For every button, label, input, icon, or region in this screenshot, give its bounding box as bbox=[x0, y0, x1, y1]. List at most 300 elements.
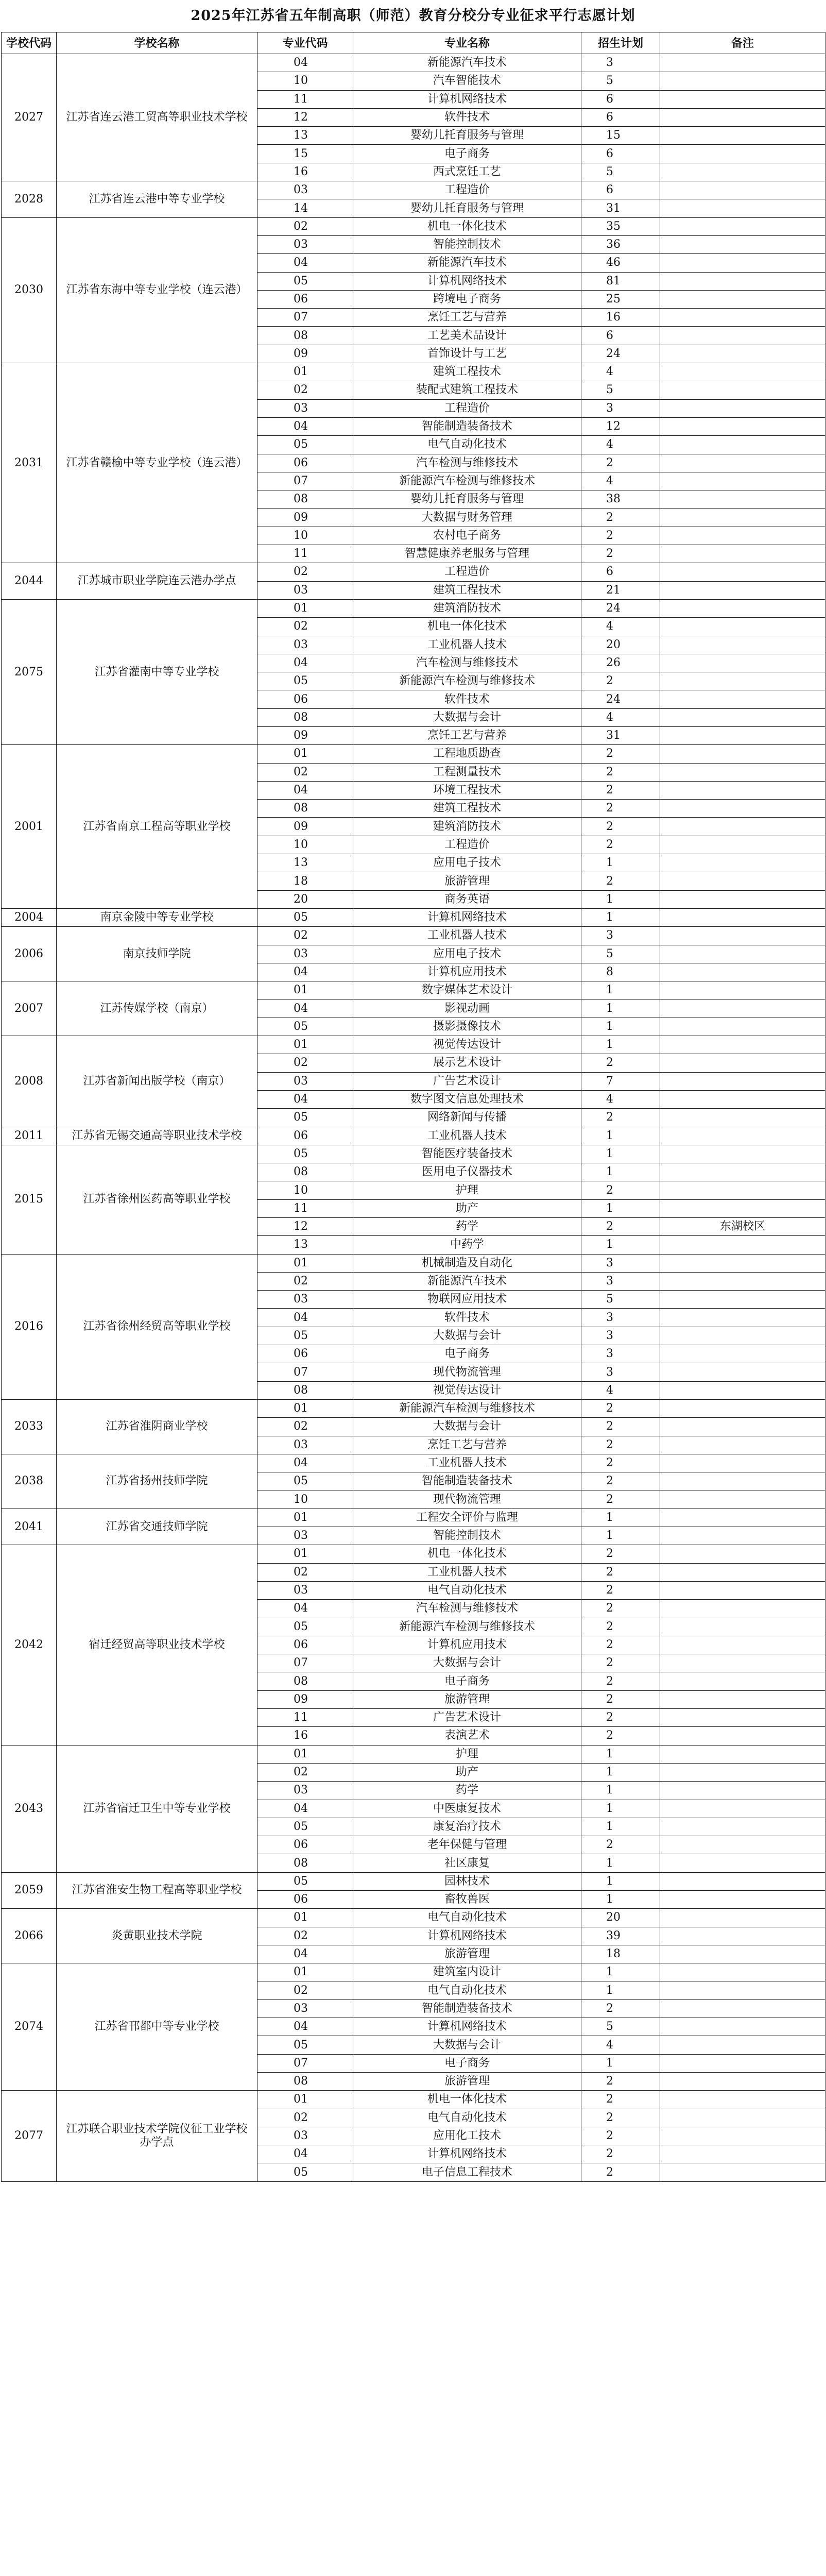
remark bbox=[660, 2145, 825, 2163]
remark bbox=[660, 1945, 825, 1963]
enrollment-quota: 4 bbox=[581, 1381, 660, 1399]
program-code: 09 bbox=[257, 509, 353, 527]
program-code: 06 bbox=[257, 454, 353, 472]
remark bbox=[660, 272, 825, 290]
remark bbox=[660, 708, 825, 726]
program-code: 03 bbox=[257, 2127, 353, 2145]
program-code: 06 bbox=[257, 290, 353, 308]
program-name: 智能制造装备技术 bbox=[353, 1999, 581, 2018]
program-code: 05 bbox=[257, 1145, 353, 1163]
header-program-name: 专业名称 bbox=[353, 32, 581, 54]
remark bbox=[660, 490, 825, 509]
program-code: 04 bbox=[257, 1454, 353, 1472]
program-code: 16 bbox=[257, 1727, 353, 1745]
remark bbox=[660, 345, 825, 363]
program-code: 09 bbox=[257, 726, 353, 744]
enrollment-quota: 2 bbox=[581, 1399, 660, 1417]
program-name: 工业机器人技术 bbox=[353, 927, 581, 945]
program-name: 现代物流管理 bbox=[353, 1363, 581, 1381]
program-name: 电气自动化技术 bbox=[353, 1581, 581, 1599]
enrollment-quota: 3 bbox=[581, 1309, 660, 1327]
remark bbox=[660, 690, 825, 708]
program-name: 大数据与财务管理 bbox=[353, 509, 581, 527]
enrollment-quota: 26 bbox=[581, 654, 660, 672]
program-name: 商务英语 bbox=[353, 890, 581, 908]
program-name: 计算机应用技术 bbox=[353, 963, 581, 981]
program-name: 西式烹饪工艺 bbox=[353, 163, 581, 181]
remark bbox=[660, 1581, 825, 1599]
enrollment-quota: 2 bbox=[581, 800, 660, 818]
remark bbox=[660, 836, 825, 854]
program-name: 工业机器人技术 bbox=[353, 636, 581, 654]
program-name: 工程造价 bbox=[353, 836, 581, 854]
program-code: 07 bbox=[257, 1363, 353, 1381]
program-name: 电气自动化技术 bbox=[353, 2109, 581, 2127]
program-code: 05 bbox=[257, 2163, 353, 2181]
enrollment-quota: 3 bbox=[581, 399, 660, 417]
program-name: 园林技术 bbox=[353, 1872, 581, 1890]
enrollment-quota: 2 bbox=[581, 545, 660, 563]
program-code: 02 bbox=[257, 763, 353, 781]
program-code: 11 bbox=[257, 90, 353, 108]
program-name: 大数据与会计 bbox=[353, 1654, 581, 1672]
remark bbox=[660, 309, 825, 327]
program-code: 08 bbox=[257, 490, 353, 509]
enrollment-quota: 2 bbox=[581, 836, 660, 854]
school-code: 2015 bbox=[2, 1145, 57, 1254]
school-code: 2066 bbox=[2, 1909, 57, 1963]
enrollment-quota: 2 bbox=[581, 1545, 660, 1563]
school-name: 江苏省灌南中等专业学校 bbox=[57, 599, 257, 744]
program-code: 04 bbox=[257, 963, 353, 981]
enrollment-quota: 2 bbox=[581, 1218, 660, 1236]
program-code: 03 bbox=[257, 1782, 353, 1800]
school-code: 2077 bbox=[2, 2091, 57, 2181]
remark bbox=[660, 2127, 825, 2145]
enrollment-quota: 39 bbox=[581, 1927, 660, 1945]
program-code: 01 bbox=[257, 599, 353, 617]
program-code: 08 bbox=[257, 1163, 353, 1181]
table-row bbox=[2, 363, 825, 381]
program-name: 社区康复 bbox=[353, 1854, 581, 1872]
program-code: 06 bbox=[257, 1836, 353, 1854]
program-code: 05 bbox=[257, 436, 353, 454]
enrollment-quota: 2 bbox=[581, 1727, 660, 1745]
enrollment-quota: 3 bbox=[581, 927, 660, 945]
enrollment-quota: 2 bbox=[581, 1836, 660, 1854]
table-row bbox=[2, 1145, 825, 1163]
program-code: 08 bbox=[257, 2072, 353, 2090]
enrollment-quota: 2 bbox=[581, 2109, 660, 2127]
program-name: 应用电子技术 bbox=[353, 854, 581, 872]
remark bbox=[660, 1618, 825, 1636]
program-code: 20 bbox=[257, 890, 353, 908]
program-code: 12 bbox=[257, 108, 353, 126]
remark bbox=[660, 1563, 825, 1581]
enrollment-quota: 2 bbox=[581, 2091, 660, 2109]
program-name: 软件技术 bbox=[353, 108, 581, 126]
remark bbox=[660, 454, 825, 472]
program-code: 05 bbox=[257, 1872, 353, 1890]
program-code: 02 bbox=[257, 1981, 353, 1999]
program-code: 03 bbox=[257, 1072, 353, 1090]
school-name: 江苏省徐州医药高等职业学校 bbox=[57, 1145, 257, 1254]
program-name: 大数据与会计 bbox=[353, 708, 581, 726]
school-code: 2004 bbox=[2, 908, 57, 926]
school-name: 江苏省东海中等专业学校（连云港） bbox=[57, 217, 257, 363]
enrollment-quota: 6 bbox=[581, 145, 660, 163]
program-code: 03 bbox=[257, 1581, 353, 1599]
program-code: 10 bbox=[257, 72, 353, 90]
program-code: 01 bbox=[257, 1963, 353, 1981]
remark bbox=[660, 1636, 825, 1654]
program-code: 03 bbox=[257, 1527, 353, 1545]
remark bbox=[660, 127, 825, 145]
program-code: 01 bbox=[257, 745, 353, 763]
remark bbox=[660, 1291, 825, 1309]
program-code: 01 bbox=[257, 1036, 353, 1054]
program-name: 视觉传达设计 bbox=[353, 1036, 581, 1054]
document-title: 2025年江苏省五年制高职（师范）教育分校分专业征求平行志愿计划 bbox=[191, 8, 635, 24]
program-code: 13 bbox=[257, 127, 353, 145]
school-name: 江苏传媒学校（南京） bbox=[57, 981, 257, 1036]
remark bbox=[660, 1090, 825, 1108]
enrollment-quota: 20 bbox=[581, 1909, 660, 1927]
program-code: 04 bbox=[257, 417, 353, 435]
enrollment-quota: 1 bbox=[581, 1745, 660, 1763]
program-name: 烹饪工艺与营养 bbox=[353, 309, 581, 327]
program-code: 07 bbox=[257, 472, 353, 490]
school-code: 2033 bbox=[2, 1399, 57, 1454]
program-name: 表演艺术 bbox=[353, 1727, 581, 1745]
remark bbox=[660, 981, 825, 999]
enrollment-quota: 1 bbox=[581, 1854, 660, 1872]
program-name: 网络新闻与传播 bbox=[353, 1109, 581, 1127]
enrollment-quota: 7 bbox=[581, 1072, 660, 1090]
enrollment-quota: 4 bbox=[581, 436, 660, 454]
enrollment-quota: 1 bbox=[581, 1145, 660, 1163]
program-code: 03 bbox=[257, 945, 353, 963]
remark bbox=[660, 872, 825, 890]
enrollment-quota: 2 bbox=[581, 763, 660, 781]
enrollment-quota: 1 bbox=[581, 1236, 660, 1254]
remark bbox=[660, 399, 825, 417]
school-name: 宿迁经贸高等职业技术学校 bbox=[57, 1545, 257, 1745]
remark bbox=[660, 381, 825, 399]
program-name: 电气自动化技术 bbox=[353, 436, 581, 454]
program-code: 11 bbox=[257, 1199, 353, 1217]
enrollment-quota: 1 bbox=[581, 1509, 660, 1527]
remark bbox=[660, 1999, 825, 2018]
enrollment-quota: 1 bbox=[581, 981, 660, 999]
remark bbox=[660, 908, 825, 926]
program-code: 10 bbox=[257, 1181, 353, 1199]
school-code: 2059 bbox=[2, 1872, 57, 1909]
remark bbox=[660, 1745, 825, 1763]
program-name: 智能控制技术 bbox=[353, 1527, 581, 1545]
enrollment-quota: 6 bbox=[581, 563, 660, 581]
enrollment-quota: 2 bbox=[581, 1690, 660, 1708]
program-name: 农村电子商务 bbox=[353, 527, 581, 545]
table-row bbox=[2, 745, 825, 763]
enrollment-quota: 4 bbox=[581, 618, 660, 636]
remark bbox=[660, 1436, 825, 1454]
school-code: 2030 bbox=[2, 217, 57, 363]
remark bbox=[660, 108, 825, 126]
program-code: 04 bbox=[257, 2018, 353, 2036]
school-name: 江苏省无锡交通高等职业技术学校 bbox=[57, 1127, 257, 1145]
program-name: 软件技术 bbox=[353, 1309, 581, 1327]
enrollment-quota: 2 bbox=[581, 527, 660, 545]
enrollment-quota: 38 bbox=[581, 490, 660, 509]
enrollment-quota: 1 bbox=[581, 1199, 660, 1217]
program-code: 02 bbox=[257, 217, 353, 235]
remark bbox=[660, 1145, 825, 1163]
remark bbox=[660, 290, 825, 308]
program-name: 工程造价 bbox=[353, 563, 581, 581]
remark bbox=[660, 90, 825, 108]
program-name: 旅游管理 bbox=[353, 1690, 581, 1708]
program-name: 跨境电子商务 bbox=[353, 290, 581, 308]
program-name: 工程安全评价与监理 bbox=[353, 1509, 581, 1527]
remark bbox=[660, 945, 825, 963]
remark bbox=[660, 1399, 825, 1417]
remark bbox=[660, 1690, 825, 1708]
enrollment-quota: 2 bbox=[581, 1654, 660, 1672]
table-row bbox=[2, 1254, 825, 1272]
program-name: 老年保健与管理 bbox=[353, 1836, 581, 1854]
table-row bbox=[2, 217, 825, 235]
program-code: 01 bbox=[257, 1509, 353, 1527]
program-code: 01 bbox=[257, 2091, 353, 2109]
enrollment-quota: 5 bbox=[581, 72, 660, 90]
enrollment-quota: 2 bbox=[581, 1054, 660, 1072]
program-code: 04 bbox=[257, 1090, 353, 1108]
program-name: 计算机网络技术 bbox=[353, 2145, 581, 2163]
enrollment-quota: 35 bbox=[581, 217, 660, 235]
remark bbox=[660, 235, 825, 253]
remark bbox=[660, 1672, 825, 1690]
program-name: 电子信息工程技术 bbox=[353, 2163, 581, 2181]
enrollment-quota: 1 bbox=[581, 1782, 660, 1800]
program-name: 工程造价 bbox=[353, 181, 581, 199]
enrollment-quota: 2 bbox=[581, 2145, 660, 2163]
remark bbox=[660, 1763, 825, 1781]
program-name: 新能源汽车技术 bbox=[353, 1272, 581, 1290]
enrollment-quota: 12 bbox=[581, 417, 660, 435]
program-name: 计算机网络技术 bbox=[353, 272, 581, 290]
program-code: 01 bbox=[257, 1399, 353, 1417]
enrollment-quota: 25 bbox=[581, 290, 660, 308]
enrollment-quota: 21 bbox=[581, 581, 660, 599]
header-row bbox=[2, 32, 825, 54]
program-name: 装配式建筑工程技术 bbox=[353, 381, 581, 399]
program-code: 13 bbox=[257, 1236, 353, 1254]
enrollment-quota: 24 bbox=[581, 599, 660, 617]
school-name: 江苏省淮阴商业学校 bbox=[57, 1399, 257, 1454]
program-name: 护理 bbox=[353, 1181, 581, 1199]
school-name: 江苏城市职业学院连云港办学点 bbox=[57, 563, 257, 600]
remark bbox=[660, 1381, 825, 1399]
school-code: 2006 bbox=[2, 927, 57, 981]
program-name: 计算机网络技术 bbox=[353, 908, 581, 926]
program-name: 药学 bbox=[353, 1782, 581, 1800]
school-name: 江苏省连云港中等专业学校 bbox=[57, 181, 257, 218]
school-code: 2044 bbox=[2, 563, 57, 600]
school-name: 南京技师学院 bbox=[57, 927, 257, 981]
program-name: 大数据与会计 bbox=[353, 1327, 581, 1345]
school-name: 江苏省扬州技师学院 bbox=[57, 1454, 257, 1509]
school-name: 江苏省连云港工贸高等职业技术学校 bbox=[57, 54, 257, 181]
school-code: 2041 bbox=[2, 1509, 57, 1545]
remark bbox=[660, 509, 825, 527]
enrollment-quota: 1 bbox=[581, 1163, 660, 1181]
program-code: 01 bbox=[257, 363, 353, 381]
table-row bbox=[2, 1545, 825, 1563]
program-name: 工程地质勘查 bbox=[353, 745, 581, 763]
table-row bbox=[2, 981, 825, 999]
enrollment-quota: 2 bbox=[581, 1563, 660, 1581]
remark bbox=[660, 2109, 825, 2127]
program-code: 03 bbox=[257, 1436, 353, 1454]
enrollment-quota: 36 bbox=[581, 235, 660, 253]
program-code: 08 bbox=[257, 1672, 353, 1690]
table-row bbox=[2, 2091, 825, 2109]
school-code: 2042 bbox=[2, 1545, 57, 1745]
table-row bbox=[2, 1872, 825, 1890]
program-code: 08 bbox=[257, 800, 353, 818]
remark bbox=[660, 545, 825, 563]
program-name: 旅游管理 bbox=[353, 2072, 581, 2090]
enrollment-quota: 1 bbox=[581, 890, 660, 908]
program-code: 02 bbox=[257, 1927, 353, 1945]
remark bbox=[660, 1254, 825, 1272]
remark bbox=[660, 1345, 825, 1363]
school-name: 江苏省交通技师学院 bbox=[57, 1509, 257, 1545]
remark bbox=[660, 618, 825, 636]
school-code: 2007 bbox=[2, 981, 57, 1036]
enrollment-quota: 1 bbox=[581, 1872, 660, 1890]
remark bbox=[660, 436, 825, 454]
program-name: 工程造价 bbox=[353, 399, 581, 417]
program-name: 畜牧兽医 bbox=[353, 1890, 581, 1908]
school-code: 2027 bbox=[2, 54, 57, 181]
table-row bbox=[2, 1909, 825, 1927]
remark bbox=[660, 1600, 825, 1618]
remark bbox=[660, 2054, 825, 2072]
program-code: 02 bbox=[257, 1563, 353, 1581]
remark bbox=[660, 1654, 825, 1672]
program-name: 电子商务 bbox=[353, 1345, 581, 1363]
school-name: 江苏联合职业技术学院仪征工业学校办学点 bbox=[57, 2091, 257, 2181]
remark bbox=[660, 1454, 825, 1472]
program-code: 08 bbox=[257, 327, 353, 345]
program-name: 电子商务 bbox=[353, 1672, 581, 1690]
program-name: 数字媒体艺术设计 bbox=[353, 981, 581, 999]
enrollment-quota: 4 bbox=[581, 472, 660, 490]
remark bbox=[660, 2018, 825, 2036]
program-code: 12 bbox=[257, 1218, 353, 1236]
program-name: 助产 bbox=[353, 1763, 581, 1781]
program-code: 09 bbox=[257, 1690, 353, 1708]
program-code: 07 bbox=[257, 2054, 353, 2072]
program-name: 旅游管理 bbox=[353, 1945, 581, 1963]
remark bbox=[660, 1127, 825, 1145]
remark bbox=[660, 54, 825, 72]
enrollment-quota: 2 bbox=[581, 1436, 660, 1454]
program-name: 建筑工程技术 bbox=[353, 581, 581, 599]
program-code: 05 bbox=[257, 672, 353, 690]
program-name: 新能源汽车检测与维修技术 bbox=[353, 472, 581, 490]
program-name: 计算机网络技术 bbox=[353, 2018, 581, 2036]
remark bbox=[660, 2091, 825, 2109]
school-code: 2008 bbox=[2, 1036, 57, 1127]
program-code: 03 bbox=[257, 399, 353, 417]
program-code: 03 bbox=[257, 636, 353, 654]
program-name: 电子商务 bbox=[353, 2054, 581, 2072]
remark bbox=[660, 145, 825, 163]
program-name: 大数据与会计 bbox=[353, 1418, 581, 1436]
program-name: 工艺美术品设计 bbox=[353, 327, 581, 345]
program-code: 01 bbox=[257, 981, 353, 999]
remark bbox=[660, 1800, 825, 1818]
remark bbox=[660, 636, 825, 654]
document-page bbox=[1, 0, 825, 2182]
program-code: 01 bbox=[257, 1909, 353, 1927]
program-code: 07 bbox=[257, 309, 353, 327]
remark bbox=[660, 1981, 825, 1999]
enrollment-quota: 1 bbox=[581, 1127, 660, 1145]
remark bbox=[660, 1109, 825, 1127]
enrollment-quota: 16 bbox=[581, 309, 660, 327]
program-code: 02 bbox=[257, 1763, 353, 1781]
enrollment-quota: 1 bbox=[581, 1963, 660, 1981]
remark bbox=[660, 1036, 825, 1054]
school-code: 2011 bbox=[2, 1127, 57, 1145]
enrollment-quota: 2 bbox=[581, 745, 660, 763]
remark bbox=[660, 1818, 825, 1836]
program-code: 04 bbox=[257, 1309, 353, 1327]
enrollment-quota: 3 bbox=[581, 1272, 660, 1290]
program-code: 03 bbox=[257, 1999, 353, 2018]
enrollment-quota: 5 bbox=[581, 945, 660, 963]
program-code: 06 bbox=[257, 1636, 353, 1654]
remark bbox=[660, 781, 825, 799]
header-note: 备注 bbox=[660, 32, 825, 54]
header-school-code: 学校代码 bbox=[2, 32, 57, 54]
remark bbox=[660, 327, 825, 345]
remark bbox=[660, 818, 825, 836]
program-name: 计算机网络技术 bbox=[353, 90, 581, 108]
school-code: 2038 bbox=[2, 1454, 57, 1509]
school-code: 2001 bbox=[2, 745, 57, 909]
program-code: 02 bbox=[257, 927, 353, 945]
program-name: 视觉传达设计 bbox=[353, 1381, 581, 1399]
program-code: 02 bbox=[257, 1418, 353, 1436]
school-code: 2028 bbox=[2, 181, 57, 218]
enrollment-quota: 2 bbox=[581, 1618, 660, 1636]
program-name: 建筑消防技术 bbox=[353, 599, 581, 617]
remark: 东湖校区 bbox=[660, 1218, 825, 1236]
program-code: 14 bbox=[257, 199, 353, 217]
enrollment-quota: 4 bbox=[581, 708, 660, 726]
remark bbox=[660, 672, 825, 690]
enrollment-quota: 2 bbox=[581, 1672, 660, 1690]
enrollment-quota: 1 bbox=[581, 1890, 660, 1908]
program-code: 03 bbox=[257, 235, 353, 253]
program-code: 05 bbox=[257, 1472, 353, 1490]
enrollment-quota: 5 bbox=[581, 163, 660, 181]
